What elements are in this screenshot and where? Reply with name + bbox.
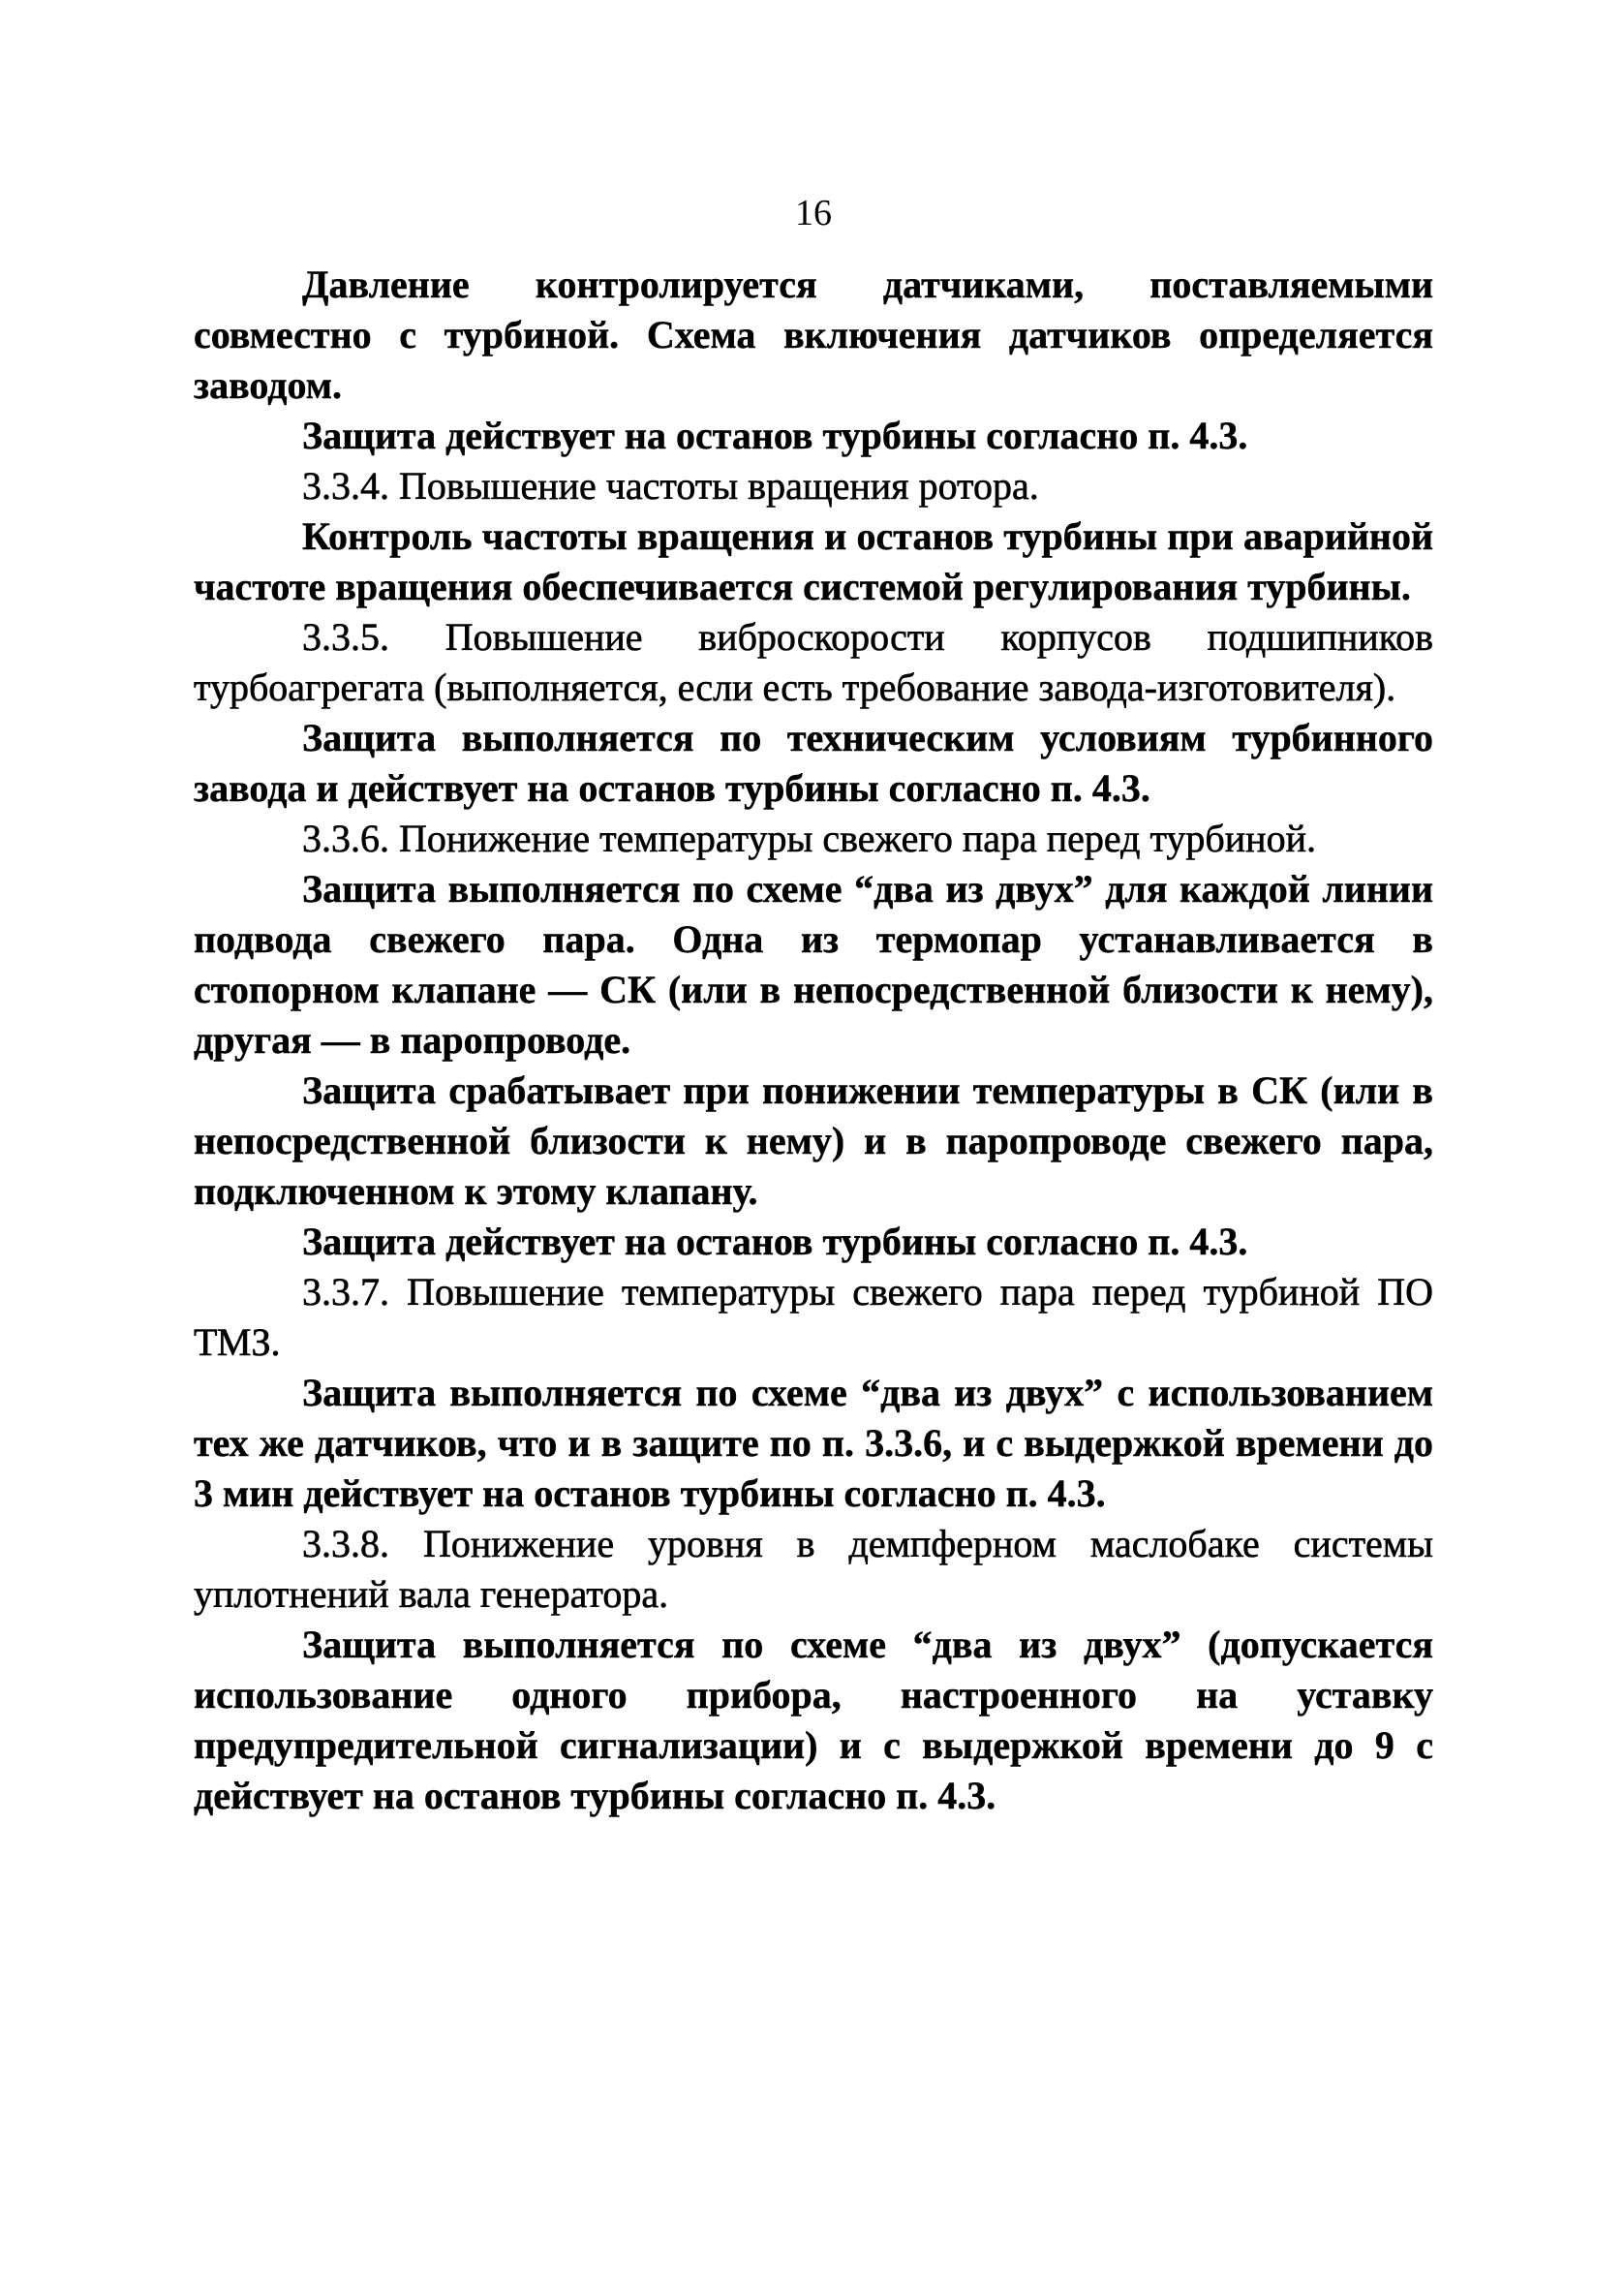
paragraph-two-of-two-thermocouples: Защита выполняется по схеме “два из двух” для каждой линии подвода свежего пара. Одна из термопар устанавливается в стопорном клапане — СК (или в непосредственной близости к нему), другая — в паропроводе.: [194, 867, 1433, 1062]
item-3-3-6: 3.3.6. Понижение температуры свежего пара перед турбиной.: [302, 817, 1316, 860]
paragraph-time-delay-9s: Защита выполняется по схеме “два из двух” (допускается использование одного прибора, настроенного на уставку предупредительной сигнализации) и с выдержкой времени до 9 с действует на останов турбины согласно п. 4.3.: [194, 1623, 1433, 1817]
paragraph-time-delay-3min: Защита выполняется по схеме “два из двух” с использованием тех же датчиков, что и в защите по п. 3.3.6, и с выдержкой времени до 3 мин действует на останов турбины согласно п. 4.3.: [194, 1371, 1433, 1515]
item-3-3-5: 3.3.5. Повышение виброскорости корпусов подшипников турбоагрегата (выполняется, если есть требование завода-изготовителя).: [194, 615, 1433, 709]
item-3-3-8: 3.3.8. Понижение уровня в демпферном маслобаке системы уплотнений вала генератора.: [194, 1522, 1433, 1616]
paragraph-protection-action: Защита действует на останов турбины согласно п. 4.3.: [302, 414, 1248, 457]
paragraph-protection-action-2: Защита действует на останов турбины согласно п. 4.3.: [302, 1220, 1248, 1263]
document-page: [194, 184, 1433, 1821]
item-3-3-7: 3.3.7. Повышение температуры свежего пара перед турбиной ПО ТМЗ.: [194, 1270, 1433, 1364]
paragraph-pressure-sensors: Давление контролируется датчиками, поставляемыми совместно с турбиной. Схема включения датчиков определяется заводом.: [194, 263, 1433, 407]
paragraph-trigger-condition: Защита срабатывает при понижении температуры в СК (или в непосредственной близости к нему) и в паропроводе свежего пара, подключенном к этому клапану.: [194, 1068, 1433, 1213]
item-3-3-4: 3.3.4. Повышение частоты вращения ротора.: [302, 464, 1039, 508]
page-number: 16: [795, 193, 832, 233]
paragraph-technical-conditions: Защита выполняется по техническим условиям турбинного завода и действует на останов турбины согласно п. 4.3.: [194, 716, 1433, 810]
paragraph-rotation-control: Контроль частоты вращения и останов турбины при аварийной частоте вращения обеспечивается системой регулирования турбины.: [194, 514, 1433, 608]
